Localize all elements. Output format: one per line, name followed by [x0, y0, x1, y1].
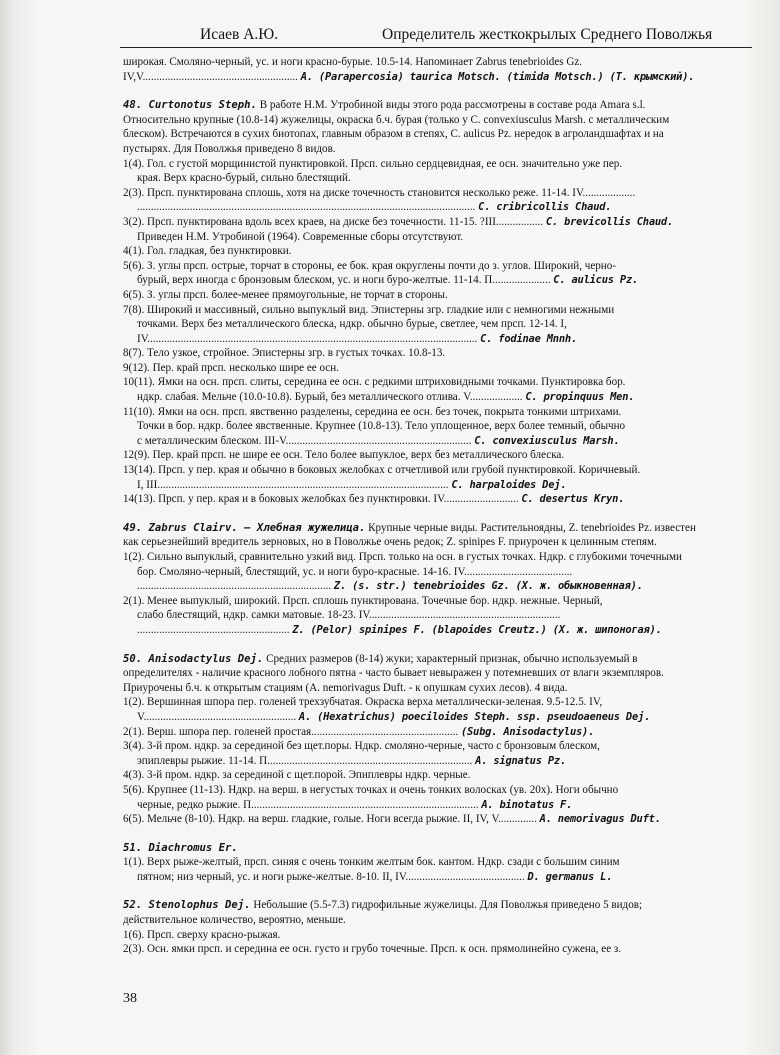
text-line	[123, 463, 750, 478]
genus-description: Крупные черные виды. Растительноядны, Z. tenebrioides Pz. известен	[365, 521, 696, 534]
text-line	[123, 928, 750, 943]
line-text: 4(3). 3-й пром. ндкр. за серединой с щет.порой. Эпиплевры ндкр. черные.	[123, 769, 471, 782]
text-line	[123, 142, 750, 157]
text-line	[123, 375, 750, 390]
line-text: 3(4). 3-й пром. ндкр. за серединой без щет.поры. Ндкр. смоляно-черные, часто с бронзовым блеском,	[123, 740, 600, 753]
genus-heading-line	[123, 98, 750, 113]
paragraph-spacer	[123, 827, 750, 841]
species-name: C. brevicollis Chaud.	[545, 215, 674, 228]
species-name: C. propinquus Men.	[525, 391, 635, 404]
line-text: Точки в бор. ндкр. более явственные. Крупнее (10.8-13). Тело уплощенное, верх более темный, обычно	[137, 420, 626, 433]
line-text: I, III.........................................................................................................	[137, 478, 449, 491]
species-name: A. signatus Pz.	[475, 754, 567, 767]
line-text: 6(5). З. углы прсп. более-менее прямоугольные, не торчат в стороны.	[123, 288, 448, 301]
line-text: бурый, верх иногда с бронзовым блеском, ус. и ноги буро-желтые. 11-14. П.....................	[137, 274, 551, 287]
text-line	[123, 681, 750, 696]
text-line	[123, 317, 750, 332]
text-line	[123, 695, 750, 710]
line-text: IV.......................................................................................................................	[137, 332, 478, 345]
genus-name: 51. Diachromus Er.	[123, 841, 238, 854]
text-line	[123, 594, 750, 609]
line-text: 10(11). Ямки на осн. прсп. слиты, середина ее осн. с редкими штриховидными точками. Пунктировка бор.	[123, 376, 626, 389]
line-text: IV,V........................................................	[123, 70, 298, 83]
line-text: с металлическим блеском. III-V...................................................................	[137, 434, 472, 447]
text-line	[123, 870, 750, 885]
line-text: ндкр. слабая. Мельче (10.0-10.8). Бурый, без металлического отлива. V...................	[137, 391, 523, 404]
line-text: 2(3). Прсп. пунктирована сплошь, хотя на диске точечность становится несколько реже. 11-14. IV...................	[123, 186, 636, 199]
text-line	[123, 303, 750, 318]
page-header	[120, 22, 752, 48]
species-name: C. cribricollis Chaud.	[478, 201, 612, 214]
line-text: 2(1). Менее выпуклый, широкий. Прсп. сплошь пунктирована. Точечные бор. ндкр. нежные. Черный,	[123, 594, 603, 607]
line-text: ......................................................................	[137, 580, 332, 593]
genus-description: Средних размеров (8-14) жуки; характерный признак, обычно используемый в	[263, 652, 638, 665]
species-name: C. harpaloides Dej.	[451, 478, 567, 491]
text-line	[123, 725, 750, 740]
text-line	[123, 768, 750, 783]
genus-name: 50. Anisodactylus Dej.	[123, 652, 264, 665]
paragraph-spacer	[123, 84, 750, 98]
text-line	[123, 478, 750, 493]
line-text: Относительно крупные (10.8-14) жужелицы, окраска б.ч. бурая (только у C. convexiusculus Marsh. с металлическим	[123, 113, 670, 126]
text-line	[123, 390, 750, 405]
line-text: точками. Верх без металлического блеска, ндкр. обычно бурые, светлее, чем прсп. 12-14. I,	[137, 318, 567, 331]
header-rule	[120, 47, 752, 48]
line-text: 1(4). Гол. с густой морщинистой пунктировкой. Прсп. сильно сердцевидная, ее осн. значительно уже пер.	[123, 157, 623, 170]
genus-heading-line	[123, 652, 750, 667]
text-line	[123, 361, 750, 376]
text-line	[123, 127, 750, 142]
header-title: Определитель жесткокрылых Среднего Поволжья	[382, 26, 713, 43]
paragraph-spacer	[123, 507, 750, 521]
line-text: 6(5). Мельче (8-10). Ндкр. на верш. гладкие, голые. Ноги всегда рыжие. II, IV, V..............	[123, 813, 537, 826]
text-line	[123, 739, 750, 754]
line-text: 5(6). Крупнее (11-13). Ндкр. на верш. в негустых точках и очень тонких волосках (ув. 20x). Ноги обычно	[123, 783, 619, 796]
text-line	[123, 419, 750, 434]
genus-name: 48. Curtonotus Steph.	[123, 99, 257, 112]
line-text: края. Верх красно-бурый, сильно блестящий.	[137, 172, 351, 185]
species-name: Z. (Pelor) spinipes F. (blapoides Creutz.) (Х. ж. шипоногая).	[292, 623, 662, 636]
text-line	[123, 623, 750, 638]
text-line	[123, 492, 750, 507]
text-line	[123, 812, 750, 827]
line-text: .......................................................	[137, 623, 290, 636]
text-line	[123, 70, 750, 85]
text-line	[123, 783, 750, 798]
genus-name: 49. Zabrus Clairv. – Хлебная жужелица.	[123, 521, 366, 534]
text-line	[123, 565, 750, 580]
line-text: широкая. Смоляно-черный, ус. и ноги красно-бурые. 10.5-14. Напоминает Zabrus tenebrioides Gz.	[123, 56, 583, 68]
line-text: 12(9). Пер. край прсп. не шире ее осн. Тело более выпуклое, верх без металлического блеска.	[123, 449, 565, 462]
text-line	[123, 855, 750, 870]
text-line	[123, 942, 750, 957]
line-text: пустырях. Для Поволжья приведено 8 видов.	[123, 142, 336, 155]
text-line	[123, 55, 750, 70]
species-name: C. desertus Kryn.	[521, 493, 625, 506]
line-text: 5(6). З. углы прсп. острые, торчат в стороны, ее бок. края округлены почти до з. углов. Широкий, черно-	[123, 259, 616, 272]
line-text: 13(14). Прсп. у пер. края и обычно в боковых желобках с отчетливой или грубой пунктировкой. Коричневый.	[123, 464, 641, 477]
text-line	[123, 157, 750, 172]
page-number: 38	[123, 991, 137, 1006]
text-line	[123, 230, 750, 245]
line-text: 1(2). Вершинная шпора пер. голеней трехзубчатая. Окраска верха металлически-зеленая. 9.5-12.5. IV,	[123, 696, 603, 709]
line-text: как серьезнейший вредитель зерновых, но в Поволжье очень редок; Z. spinipes F. приурочен к целинным степям.	[123, 536, 657, 549]
text-line	[123, 550, 750, 565]
line-text: блеском). Встречаются в сухих биотопах, главным образом в степях, C. aulicus Pz. нередок в агроландшафтах и на	[123, 128, 664, 141]
species-name: A. nemorivagus Duft.	[539, 813, 661, 826]
genus-name: 52. Stenolophus Dej.	[123, 899, 251, 912]
paragraph-spacer	[123, 638, 750, 652]
text-line	[123, 798, 750, 813]
species-name: D. germanus L.	[527, 870, 613, 883]
paragraph-spacer	[123, 884, 750, 898]
text-line	[123, 535, 750, 550]
species-name: A. (Hexatrichus) poeciloides Steph. ssp. pseudoaeneus Dej.	[298, 710, 651, 723]
text-line	[123, 259, 750, 274]
line-text: эпиплевры рыжие. 11-14. П..........................................................................	[137, 754, 473, 767]
line-text: действительное количество, вероятно, меньше.	[123, 914, 346, 927]
line-text: 1(2). Сильно выпуклый, сравнительно узкий вид. Прсп. только на осн. в густых точках. Ндкр. с глубокими точечными	[123, 551, 682, 563]
line-text: 11(10). Ямки на осн. прсп. явственно разделены, середина ее осн. без точек, покрыта тонкими штрихами.	[123, 405, 622, 418]
line-text: бор. Смоляно-черный, блестящий, ус. и ноги буро-красные. 14-16. IV.......................................	[137, 565, 573, 578]
text-line	[123, 186, 750, 201]
line-text: Приурочены б.ч. к открытым стациям (A. nemorivagus Duft. - к опушкам сухих лесов). 4 вида.	[123, 681, 568, 694]
text-line	[123, 448, 750, 463]
text-line	[123, 913, 750, 928]
text-line	[123, 579, 750, 594]
species-name: A. (Parapercosia) taurica Motsch. (timida Motsch.) (Т. крымский).	[300, 70, 695, 83]
species-name: C. aulicus Pz.	[553, 274, 639, 287]
text-line	[123, 434, 750, 449]
text-line	[123, 346, 750, 361]
text-line	[123, 754, 750, 769]
line-text: 4(1). Гол. гладкая, без пунктировки.	[123, 245, 292, 258]
line-text: ..........................................................................................................................	[137, 201, 476, 214]
text-line	[123, 273, 750, 288]
species-name: C. fodinae Mnnh.	[480, 332, 578, 345]
line-text: слабо блестящий, ндкр. самки матовые. 18-23. IV.....................................................................	[137, 609, 561, 622]
text-line	[123, 171, 750, 186]
line-text: 8(7). Тело узкое, стройное. Эпистерны згр. в густых точках. 10.8-13.	[123, 347, 446, 360]
line-text: V.......................................................	[137, 710, 297, 723]
species-name: A. binotatus F.	[481, 798, 573, 811]
line-text: 7(8). Широкий и массивный, сильно выпуклый вид. Эпистерны згр. гладкие или с немногими нежными	[123, 303, 615, 316]
line-text: 1(1). Верх рыже-желтый, прсп. синяя с очень тонким желтым бок. кантом. Ндкр. сзади с большим синим	[123, 856, 620, 869]
line-text: 2(1). Верш. шпора пер. голеней простая.....................................................	[123, 725, 459, 738]
species-name: C. convexiusculus Marsh.	[474, 434, 620, 447]
species-name: Z. (s. str.) tenebrioides Gz. (Х. ж. обыкновенная).	[333, 580, 643, 593]
text-line	[123, 200, 750, 215]
line-text: 9(12). Пер. край прсп. несколько шире ее осн.	[123, 361, 339, 374]
header-author: Исаев А.Ю.	[200, 26, 279, 43]
text-line	[123, 288, 750, 303]
genus-heading-line	[123, 521, 750, 536]
text-line	[123, 608, 750, 623]
text-line	[123, 710, 750, 725]
species-name: (Subg. Anisodactylus).	[460, 725, 595, 738]
line-text: 1(6). Прсп. сверху красно-рыжая.	[123, 928, 281, 941]
genus-heading-line	[123, 841, 750, 856]
text-line	[123, 666, 750, 681]
genus-description: В работе Н.М. Утробиной виды этого рода рассмотрены в составе рода Amara s.l.	[256, 99, 646, 112]
line-text: черные, редко рыжие. П..................................................................................	[137, 798, 479, 811]
line-text: 14(13). Прсп. у пер. края и в боковых желобках без пунктировки. IV...........................	[123, 493, 519, 506]
text-line	[123, 332, 750, 347]
text-line	[123, 113, 750, 128]
body-text	[123, 55, 750, 957]
genus-heading-line	[123, 898, 750, 913]
text-line	[123, 405, 750, 420]
line-text: Приведен Н.М. Утробиной (1964). Современные сборы отсутствуют.	[137, 230, 464, 243]
line-text: 3(2). Прсп. пунктирована вдоль всех краев, на диске без точечности. 11-15. ?III.................	[123, 215, 544, 228]
genus-description: Небольшие (5.5-7.3) гидрофильные жужелицы. Для Поволжья приведено 5 видов;	[250, 899, 643, 912]
text-line	[123, 244, 750, 259]
text-line	[123, 215, 750, 230]
line-text: 2(3). Осн. ямки прсп. и середина ее осн. густо и грубо точечные. Прсп. к осн. прямолинейно сужена, ее з.	[123, 943, 622, 956]
line-text: пятном; низ черный, ус. и ноги рыже-желтые. 8-10. II, IV...........................................	[137, 870, 525, 883]
line-text: определителях - наличие красного лобного пятна - часто бывает невыражен у потемневших от влаги экземпляров.	[123, 667, 664, 680]
